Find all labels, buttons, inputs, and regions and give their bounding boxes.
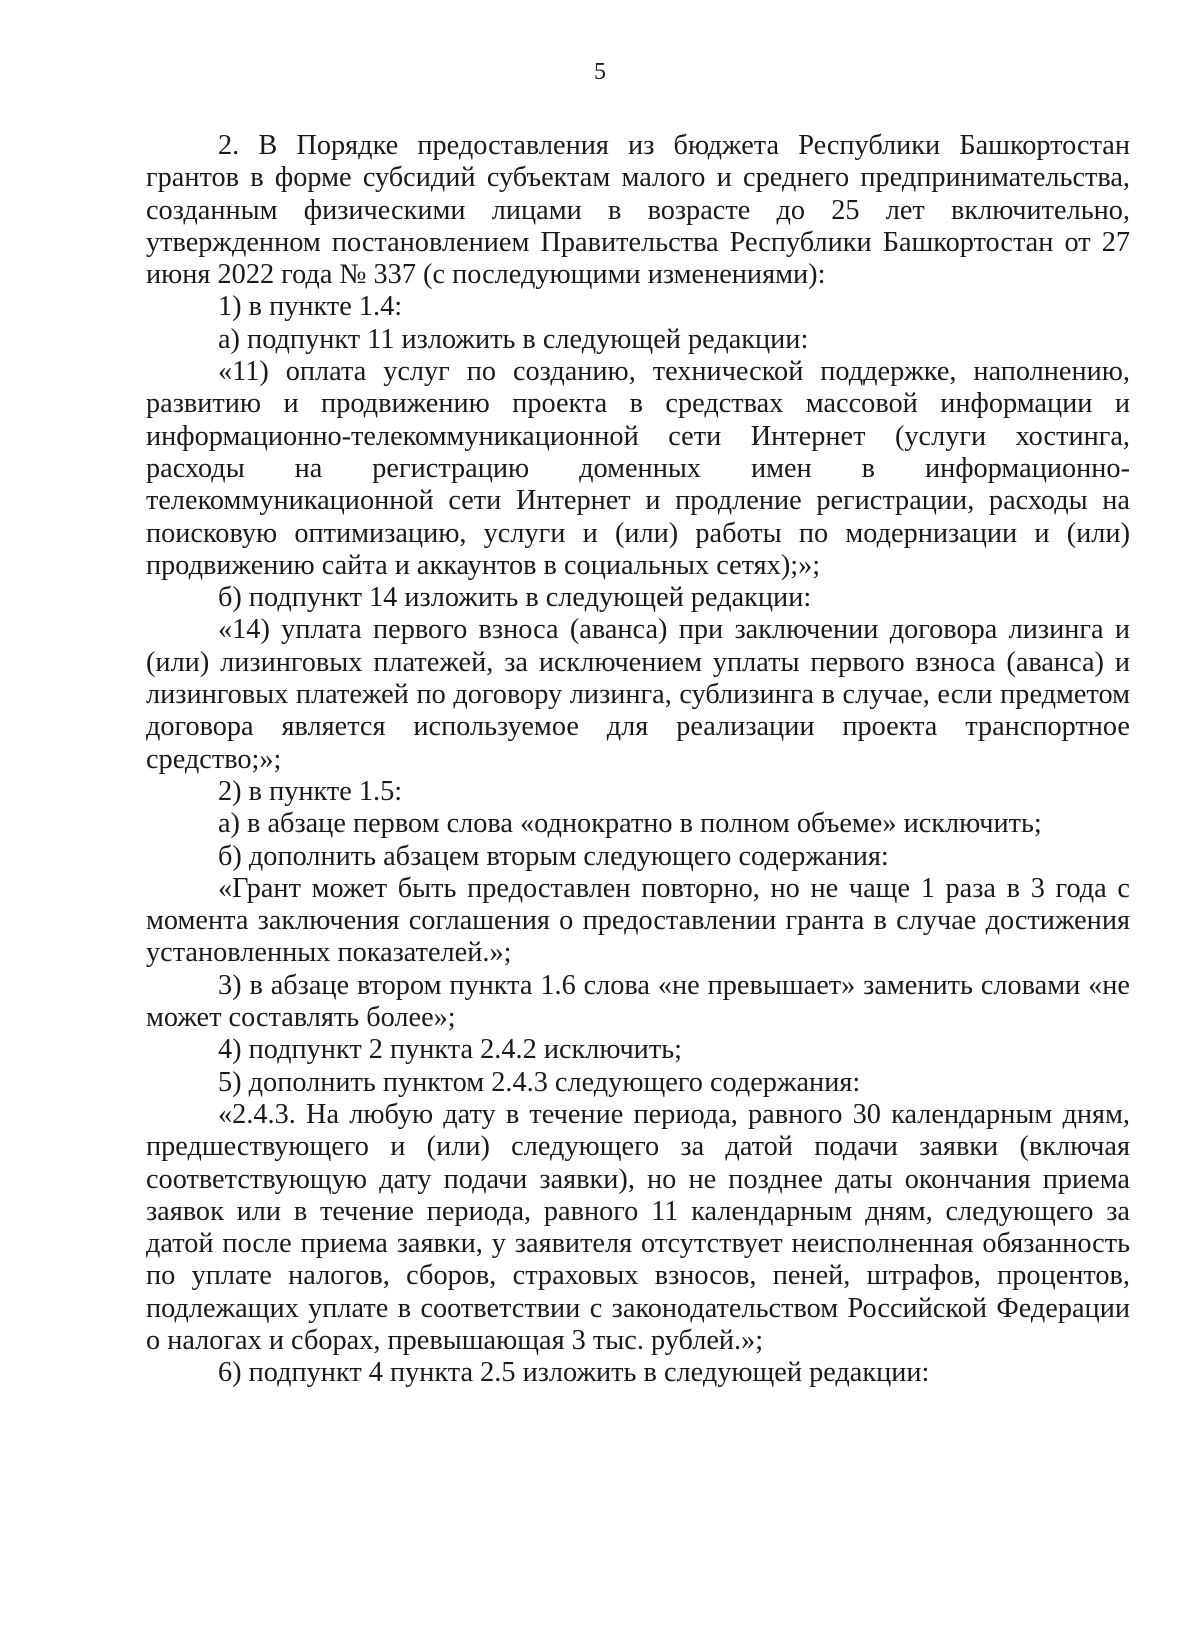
paragraph: а) подпункт 11 изложить в следующей редакции: <box>218 323 809 355</box>
paragraph: 3) в абзаце втором пункта 1.6 слова «не превышает» заменить словами «не может составлять более»; <box>146 969 1130 1034</box>
document-body <box>146 130 1130 1390</box>
paragraph: 2) в пункте 1.5: <box>218 775 403 807</box>
page-number: 5 <box>594 59 606 85</box>
paragraph: «Грант может быть предоставлен повторно, но не чаще 1 раза в 3 года с момента заключения соглашения о предоставлении гранта в случае достижения установленных показателей.»; <box>146 872 1130 969</box>
paragraph: 5) дополнить пунктом 2.4.3 следующего содержания: <box>218 1066 861 1098</box>
paragraph: «2.4.3. На любую дату в течение периода, равного 30 календарным дням, предшествующего и (или) следующего за датой подачи заявки (включая соответствующую дату подачи заявки), но не позднее даты окончания приема заявок или в течение периода, равного 11 календарным дням, следующего за датой после приема заявки, у заявителя отсутствует неисполненная обязанность по уплате налогов, сборов, страховых взносов, пеней, штрафов, процентов, подлежащих уплате в соответствии с законодательством Российской Федерации о налогах и сборах, превышающая 3 тыс. рублей.»; <box>146 1098 1130 1356</box>
paragraph: 1) в пункте 1.4: <box>218 291 403 323</box>
paragraph: 2. В Порядке предоставления из бюджета Республики Башкортостан грантов в форме субсидий субъектам малого и среднего предпринимательства, созданным физическими лицами в возрасте до 25 лет включительно, утвержденном постановлением Правительства Республики Башкортостан от 27 июня 2022 года № 337 (с последующими изменениями): <box>146 130 1130 291</box>
paragraph: «14) уплата первого взноса (аванса) при заключении договора лизинга и (или) лизинговых платежей, за исключением уплаты первого взноса (аванса) и лизинговых платежей по договору лизинга, сублизинга в случае, если предметом договора является используемое для реализации проекта транспортное средство;»; <box>146 614 1130 775</box>
paragraph: а) в абзаце первом слова «однократно в полном объеме» исключить; <box>218 808 1042 840</box>
paragraph: «11) оплата услуг по созданию, технической поддержке, наполнению, развитию и продвижению проекта в средствах массовой информации и информационно-телекоммуникационной сети Интернет (услуги хостинга, расходы на регистрацию доменных имен в информационно-телекоммуникационной сети Интернет и продление регистрации, расходы на поисковую оптимизацию, услуги и (или) работы по модернизации и (или) продвижению сайта и аккаунтов в социальных сетях);»; <box>146 356 1130 581</box>
paragraph: б) подпункт 14 изложить в следующей редакции: <box>218 582 812 614</box>
paragraph: 6) подпункт 4 пункта 2.5 изложить в следующей редакции: <box>218 1357 930 1389</box>
paragraph: б) дополнить абзацем вторым следующего содержания: <box>218 840 889 872</box>
paragraph: 4) подпункт 2 пункта 2.4.2 исключить; <box>218 1034 682 1066</box>
